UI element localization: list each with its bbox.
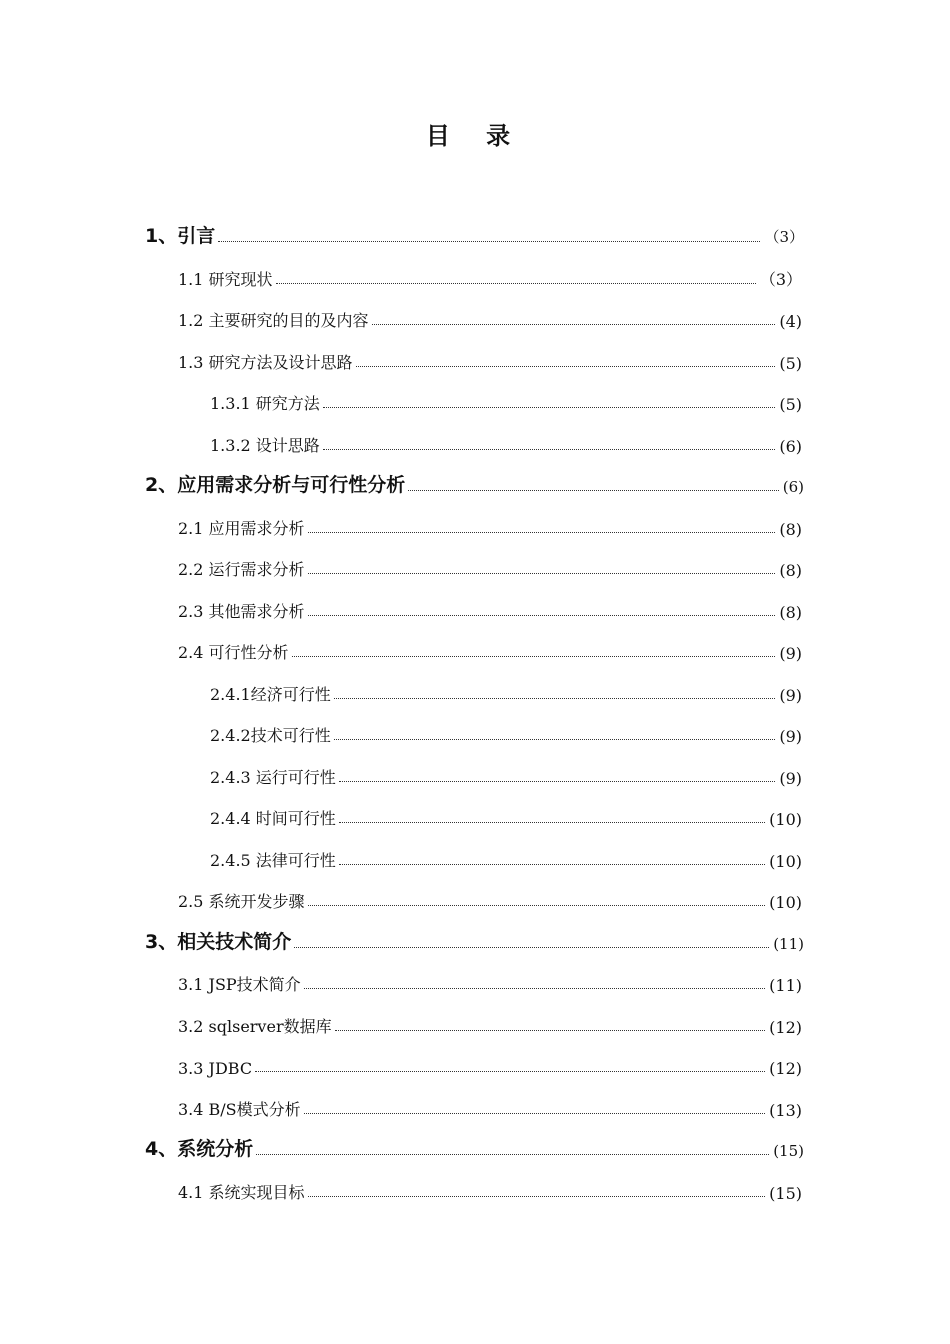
toc-entry[interactable] bbox=[210, 841, 802, 871]
dot-leader bbox=[304, 988, 765, 989]
toc-entry-label: 2.2 运行需求分析 bbox=[178, 560, 305, 579]
toc-entry-page: (15) bbox=[773, 1142, 804, 1160]
toc-entry[interactable] bbox=[178, 592, 802, 622]
toc-entry-label: 1.1 研究现状 bbox=[178, 269, 273, 289]
toc-entry[interactable] bbox=[210, 799, 802, 829]
toc-entry-page: (5) bbox=[779, 353, 802, 373]
toc-entry[interactable] bbox=[145, 924, 804, 954]
toc-entry-page: (12) bbox=[769, 1059, 802, 1078]
toc-entry-page: (9) bbox=[779, 685, 802, 705]
toc-entry-page: (8) bbox=[779, 602, 802, 622]
dot-leader bbox=[308, 1196, 766, 1197]
toc-entry-label: 2.3 其他需求分析 bbox=[178, 601, 305, 621]
toc-entry-label: 4、系统分析 bbox=[145, 1138, 254, 1160]
dot-leader bbox=[308, 905, 766, 906]
dot-leader bbox=[294, 947, 769, 948]
toc-entry-page: (10) bbox=[769, 810, 802, 829]
toc-entry-page: (9) bbox=[779, 644, 802, 663]
dot-leader bbox=[323, 449, 776, 450]
toc-entry-label: 2.4.2技术可行性 bbox=[210, 726, 331, 745]
toc-entry-label: 3、相关技术简介 bbox=[145, 930, 292, 953]
dot-leader bbox=[339, 781, 776, 782]
dot-leader bbox=[372, 324, 776, 325]
toc-entry[interactable] bbox=[210, 384, 802, 414]
toc-entry[interactable] bbox=[178, 260, 802, 290]
dot-leader bbox=[256, 1154, 769, 1155]
toc-entry[interactable] bbox=[210, 675, 802, 705]
toc-entry-label: 1.3.1 研究方法 bbox=[210, 394, 320, 413]
dot-leader bbox=[339, 864, 765, 865]
toc-entry[interactable] bbox=[178, 1048, 802, 1078]
toc-entry-label: 2.4.4 时间可行性 bbox=[210, 809, 336, 828]
toc-entry-label: 2.4.1经济可行性 bbox=[210, 684, 331, 704]
toc-entry-label: 4.1 系统实现目标 bbox=[178, 1182, 305, 1202]
toc-entry[interactable] bbox=[145, 218, 804, 248]
toc-entry-page: (9) bbox=[779, 727, 802, 746]
dot-leader bbox=[334, 739, 776, 740]
toc-entry-label: 2.4.3 运行可行性 bbox=[210, 767, 336, 787]
toc-entry-label: 2.4.5 法律可行性 bbox=[210, 850, 336, 870]
toc-entry-page: (11) bbox=[773, 934, 804, 953]
dot-leader bbox=[218, 241, 760, 242]
toc-entry[interactable] bbox=[178, 882, 802, 912]
toc-entry-page: (15) bbox=[769, 1183, 802, 1203]
toc-entry-page: (13) bbox=[769, 1100, 802, 1120]
toc-entry[interactable] bbox=[178, 965, 802, 995]
toc-entry[interactable] bbox=[178, 1007, 802, 1037]
toc-entry-label: 1、引言 bbox=[145, 225, 216, 247]
dot-leader bbox=[308, 615, 776, 616]
dot-leader bbox=[308, 573, 776, 574]
toc-entry-page: （3） bbox=[764, 228, 804, 246]
dot-leader bbox=[276, 283, 756, 284]
dot-leader bbox=[408, 490, 779, 491]
toc-entry-label: 1.3 研究方法及设计思路 bbox=[178, 352, 353, 372]
toc-entry[interactable] bbox=[178, 550, 802, 580]
toc-entry-page: (10) bbox=[769, 851, 802, 871]
dot-leader bbox=[339, 822, 765, 823]
dot-leader bbox=[335, 1030, 766, 1031]
toc-entry[interactable] bbox=[178, 509, 802, 539]
toc-entry-label: 2、应用需求分析与可行性分析 bbox=[145, 474, 406, 496]
toc-entry[interactable] bbox=[178, 1090, 802, 1120]
toc-entry[interactable] bbox=[178, 301, 802, 331]
toc-entry[interactable] bbox=[145, 1131, 804, 1161]
toc-entry-label: 3.4 B/S模式分析 bbox=[178, 1099, 301, 1119]
toc-title: 目 录 bbox=[425, 122, 525, 150]
toc-entry[interactable] bbox=[178, 633, 802, 663]
toc-entry[interactable] bbox=[178, 1173, 802, 1203]
dot-leader bbox=[323, 407, 776, 408]
toc-entry-page: (10) bbox=[769, 893, 802, 912]
toc-entry-page: (6) bbox=[779, 436, 802, 456]
toc-entry[interactable] bbox=[145, 467, 804, 497]
toc-entry-page: (8) bbox=[779, 561, 802, 580]
toc-entry-page: （3） bbox=[759, 269, 802, 289]
dot-leader bbox=[308, 532, 776, 533]
toc-entry[interactable] bbox=[210, 716, 802, 746]
toc-entry-label: 3.3 JDBC bbox=[178, 1059, 253, 1078]
toc-entry-label: 2.4 可行性分析 bbox=[178, 643, 289, 662]
toc-entry[interactable] bbox=[178, 343, 802, 373]
toc-entry-page: (12) bbox=[769, 1017, 802, 1037]
toc-entry-page: (11) bbox=[769, 976, 802, 995]
toc-entry[interactable] bbox=[210, 758, 802, 788]
toc-entry-label: 2.5 系统开发步骤 bbox=[178, 892, 305, 911]
toc-entry-page: (5) bbox=[779, 395, 802, 414]
toc-entry-page: (6) bbox=[782, 478, 804, 496]
dot-leader bbox=[255, 1071, 765, 1072]
dot-leader bbox=[334, 698, 776, 699]
toc-entry-label: 2.1 应用需求分析 bbox=[178, 518, 305, 538]
toc-entry-page: (8) bbox=[779, 519, 802, 539]
toc-entry-label: 1.2 主要研究的目的及内容 bbox=[178, 311, 369, 330]
dot-leader bbox=[292, 656, 776, 657]
toc-entry-label: 3.2 sqlserver数据库 bbox=[178, 1016, 332, 1036]
toc-entry-label: 3.1 JSP技术简介 bbox=[178, 975, 301, 994]
toc-entry-page: (4) bbox=[779, 312, 802, 331]
toc-entry[interactable] bbox=[210, 426, 802, 456]
dot-leader bbox=[304, 1113, 766, 1114]
dot-leader bbox=[356, 366, 776, 367]
toc-entry-label: 1.3.2 设计思路 bbox=[210, 435, 320, 455]
toc-entry-page: (9) bbox=[779, 768, 802, 788]
